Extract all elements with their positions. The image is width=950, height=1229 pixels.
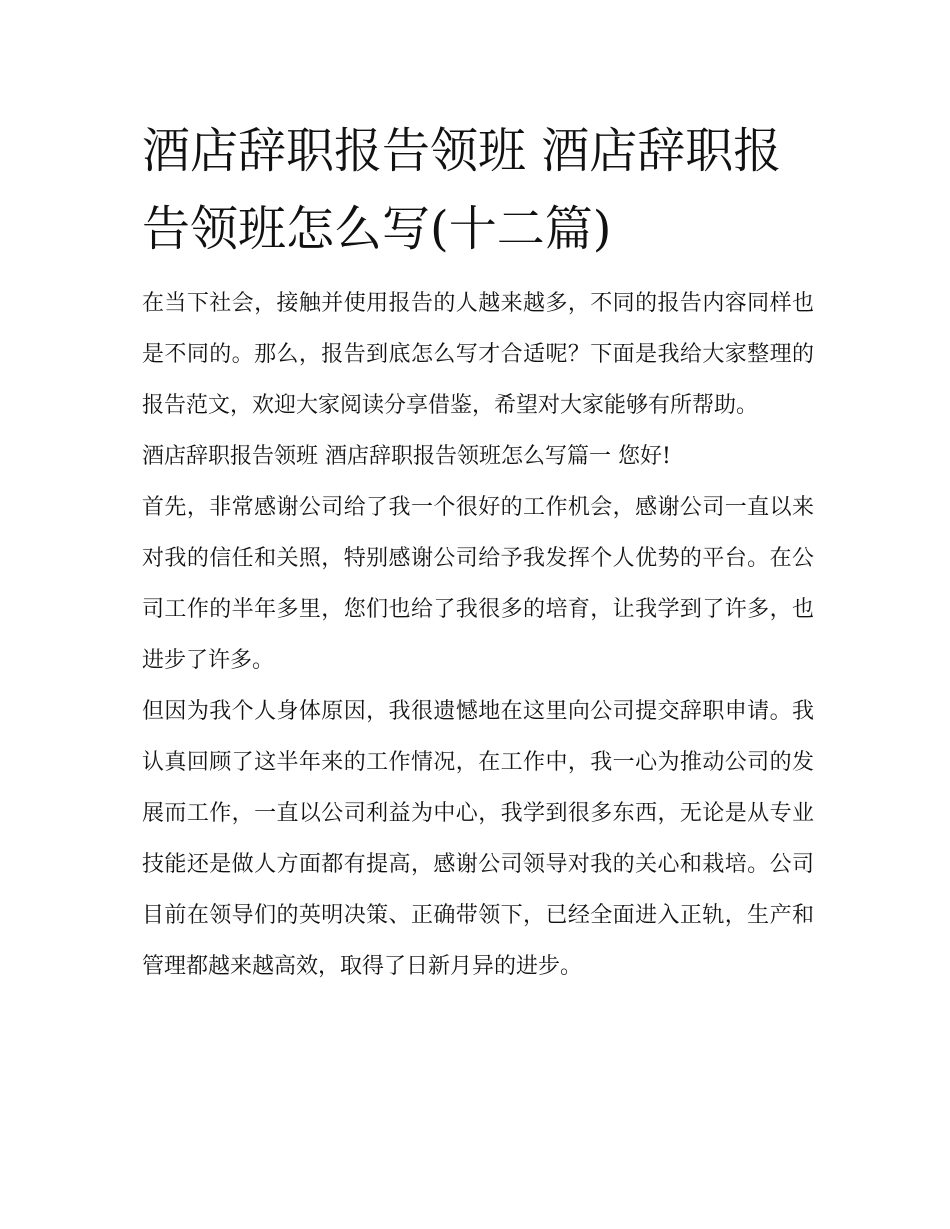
paragraph-thanks: 首先，非常感谢公司给了我一个很好的工作机会，感谢公司一直以来对我的信任和关照，特别感谢公司给予我发挥个人优势的平台。在公司工作的半年多里，您们也给了我很多的培育，让我学到了许多，也进步了许多。 [142, 495, 814, 673]
paragraph-resignation: 但因为我个人身体原因，我很遗憾地在这里向公司提交辞职申请。我认真回顾了这半年来的工作情况，在工作中，我一心为推动公司的发展而工作，一直以公司利益为中心，我学到很多东西，无论是从专业技能还是做人方面都有提高，感谢公司领导对我的关心和栽培。公司目前在领导们的英明决策、正确带领下，已经全面进入正轨，生产和管理都越来越高效，取得了日新月异的进步。 [142, 699, 814, 979]
document-body [142, 112, 814, 992]
paragraph-heading-greeting: 酒店辞职报告领班 酒店辞职报告领班怎么写篇一 您好! [142, 444, 671, 469]
document-title: 酒店辞职报告领班 酒店辞职报告领班怎么写(十二篇) [142, 123, 782, 257]
paragraph-intro: 在当下社会，接触并使用报告的人越来越多，不同的报告内容同样也是不同的。那么，报告到底怎么写才合适呢？下面是我给大家整理的报告范文，欢迎大家阅读分享借鉴，希望对大家能够有所帮助。 [142, 291, 814, 418]
